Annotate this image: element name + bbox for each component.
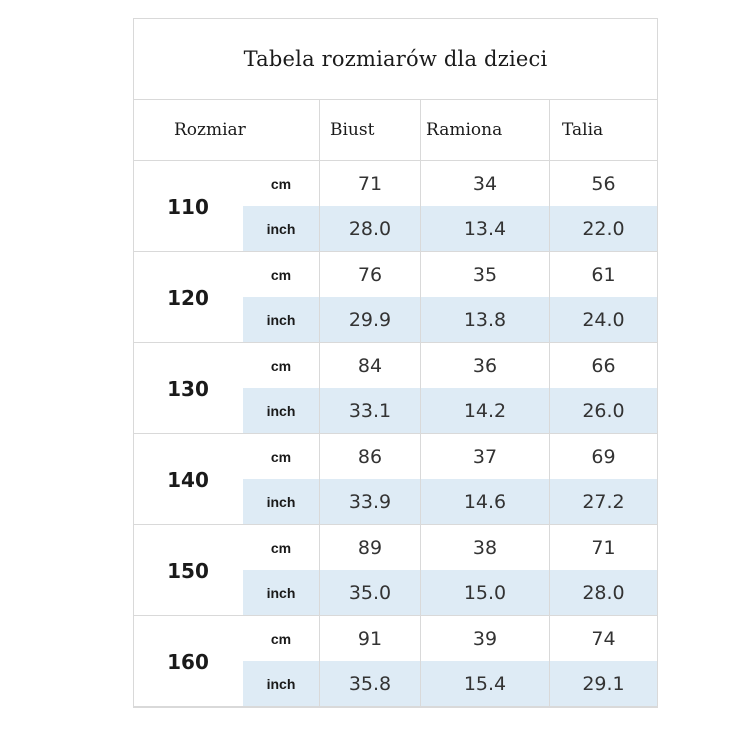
waist-value-cm: 66 (591, 354, 616, 377)
shoulders-value-inch: 13.8 (463, 308, 507, 331)
size-label: 140 (167, 467, 209, 492)
shoulders-value-inch: 14.2 (463, 399, 507, 422)
bust-value-cm: 86 (357, 445, 383, 468)
unit-label-inch: inch (266, 220, 296, 237)
column-divider (319, 100, 320, 707)
shoulders-value-cm: 37 (472, 445, 498, 468)
header-bust (320, 100, 420, 161)
shoulders-value-cm: 34 (472, 172, 498, 195)
waist-value-cm: 69 (591, 445, 616, 468)
unit-label-inch: inch (266, 675, 296, 692)
unit-label-cm: cm (270, 630, 292, 647)
bust-value-inch: 35.8 (348, 672, 392, 695)
bust-value-inch: 35.0 (348, 581, 392, 604)
row-divider (134, 706, 657, 707)
table-title: Tabela rozmiarów dla dzieci (134, 19, 657, 100)
waist-value-inch: 27.2 (582, 490, 625, 513)
header-shoulders-label: Ramiona (426, 120, 503, 140)
waist-value-cm: 61 (591, 263, 616, 286)
bust-value-cm: 71 (357, 172, 383, 195)
unit-label-inch: inch (266, 311, 296, 328)
waist-value-inch: 24.0 (582, 308, 625, 331)
bust-value-cm: 76 (357, 263, 383, 286)
size-label: 150 (167, 558, 209, 583)
header-waist (550, 100, 657, 161)
waist-value-cm: 56 (591, 172, 616, 195)
unit-label-cm: cm (270, 175, 292, 192)
column-divider (549, 100, 550, 707)
shoulders-value-inch: 13.4 (463, 217, 507, 240)
header-size (134, 100, 319, 161)
waist-value-inch: 26.0 (582, 399, 625, 422)
header-bust-label: Biust (330, 120, 375, 140)
header-waist-label: Talia (562, 120, 604, 140)
shoulders-value-cm: 35 (472, 263, 498, 286)
shoulders-value-cm: 39 (472, 627, 498, 650)
unit-label-inch: inch (266, 402, 296, 419)
shoulders-value-inch: 15.4 (463, 672, 507, 695)
unit-label-inch: inch (266, 584, 296, 601)
bust-value-inch: 33.9 (348, 490, 392, 513)
bust-value-inch: 28.0 (348, 217, 392, 240)
unit-label-cm: cm (270, 266, 292, 283)
shoulders-value-inch: 15.0 (463, 581, 507, 604)
size-label: 160 (167, 649, 209, 674)
size-label: 130 (167, 376, 209, 401)
shoulders-value-inch: 14.6 (463, 490, 507, 513)
waist-value-inch: 28.0 (582, 581, 625, 604)
unit-label-cm: cm (270, 357, 292, 374)
waist-value-inch: 22.0 (582, 217, 625, 240)
waist-value-inch: 29.1 (582, 672, 625, 695)
bust-value-cm: 84 (357, 354, 383, 377)
size-label: 120 (167, 285, 209, 310)
bust-value-cm: 91 (357, 627, 383, 650)
header-shoulders (421, 100, 549, 161)
bust-value-inch: 29.9 (348, 308, 392, 331)
unit-label-cm: cm (270, 448, 292, 465)
waist-value-cm: 74 (591, 627, 616, 650)
unit-label-cm: cm (270, 539, 292, 556)
size-label: 110 (167, 194, 209, 219)
size-chart-table (133, 18, 658, 708)
shoulders-value-cm: 38 (472, 536, 498, 559)
column-divider (420, 100, 421, 707)
header-size-label: Rozmiar (174, 120, 246, 140)
unit-label-inch: inch (266, 493, 296, 510)
bust-value-inch: 33.1 (348, 399, 392, 422)
bust-value-cm: 89 (357, 536, 383, 559)
waist-value-cm: 71 (591, 536, 616, 559)
shoulders-value-cm: 36 (472, 354, 498, 377)
